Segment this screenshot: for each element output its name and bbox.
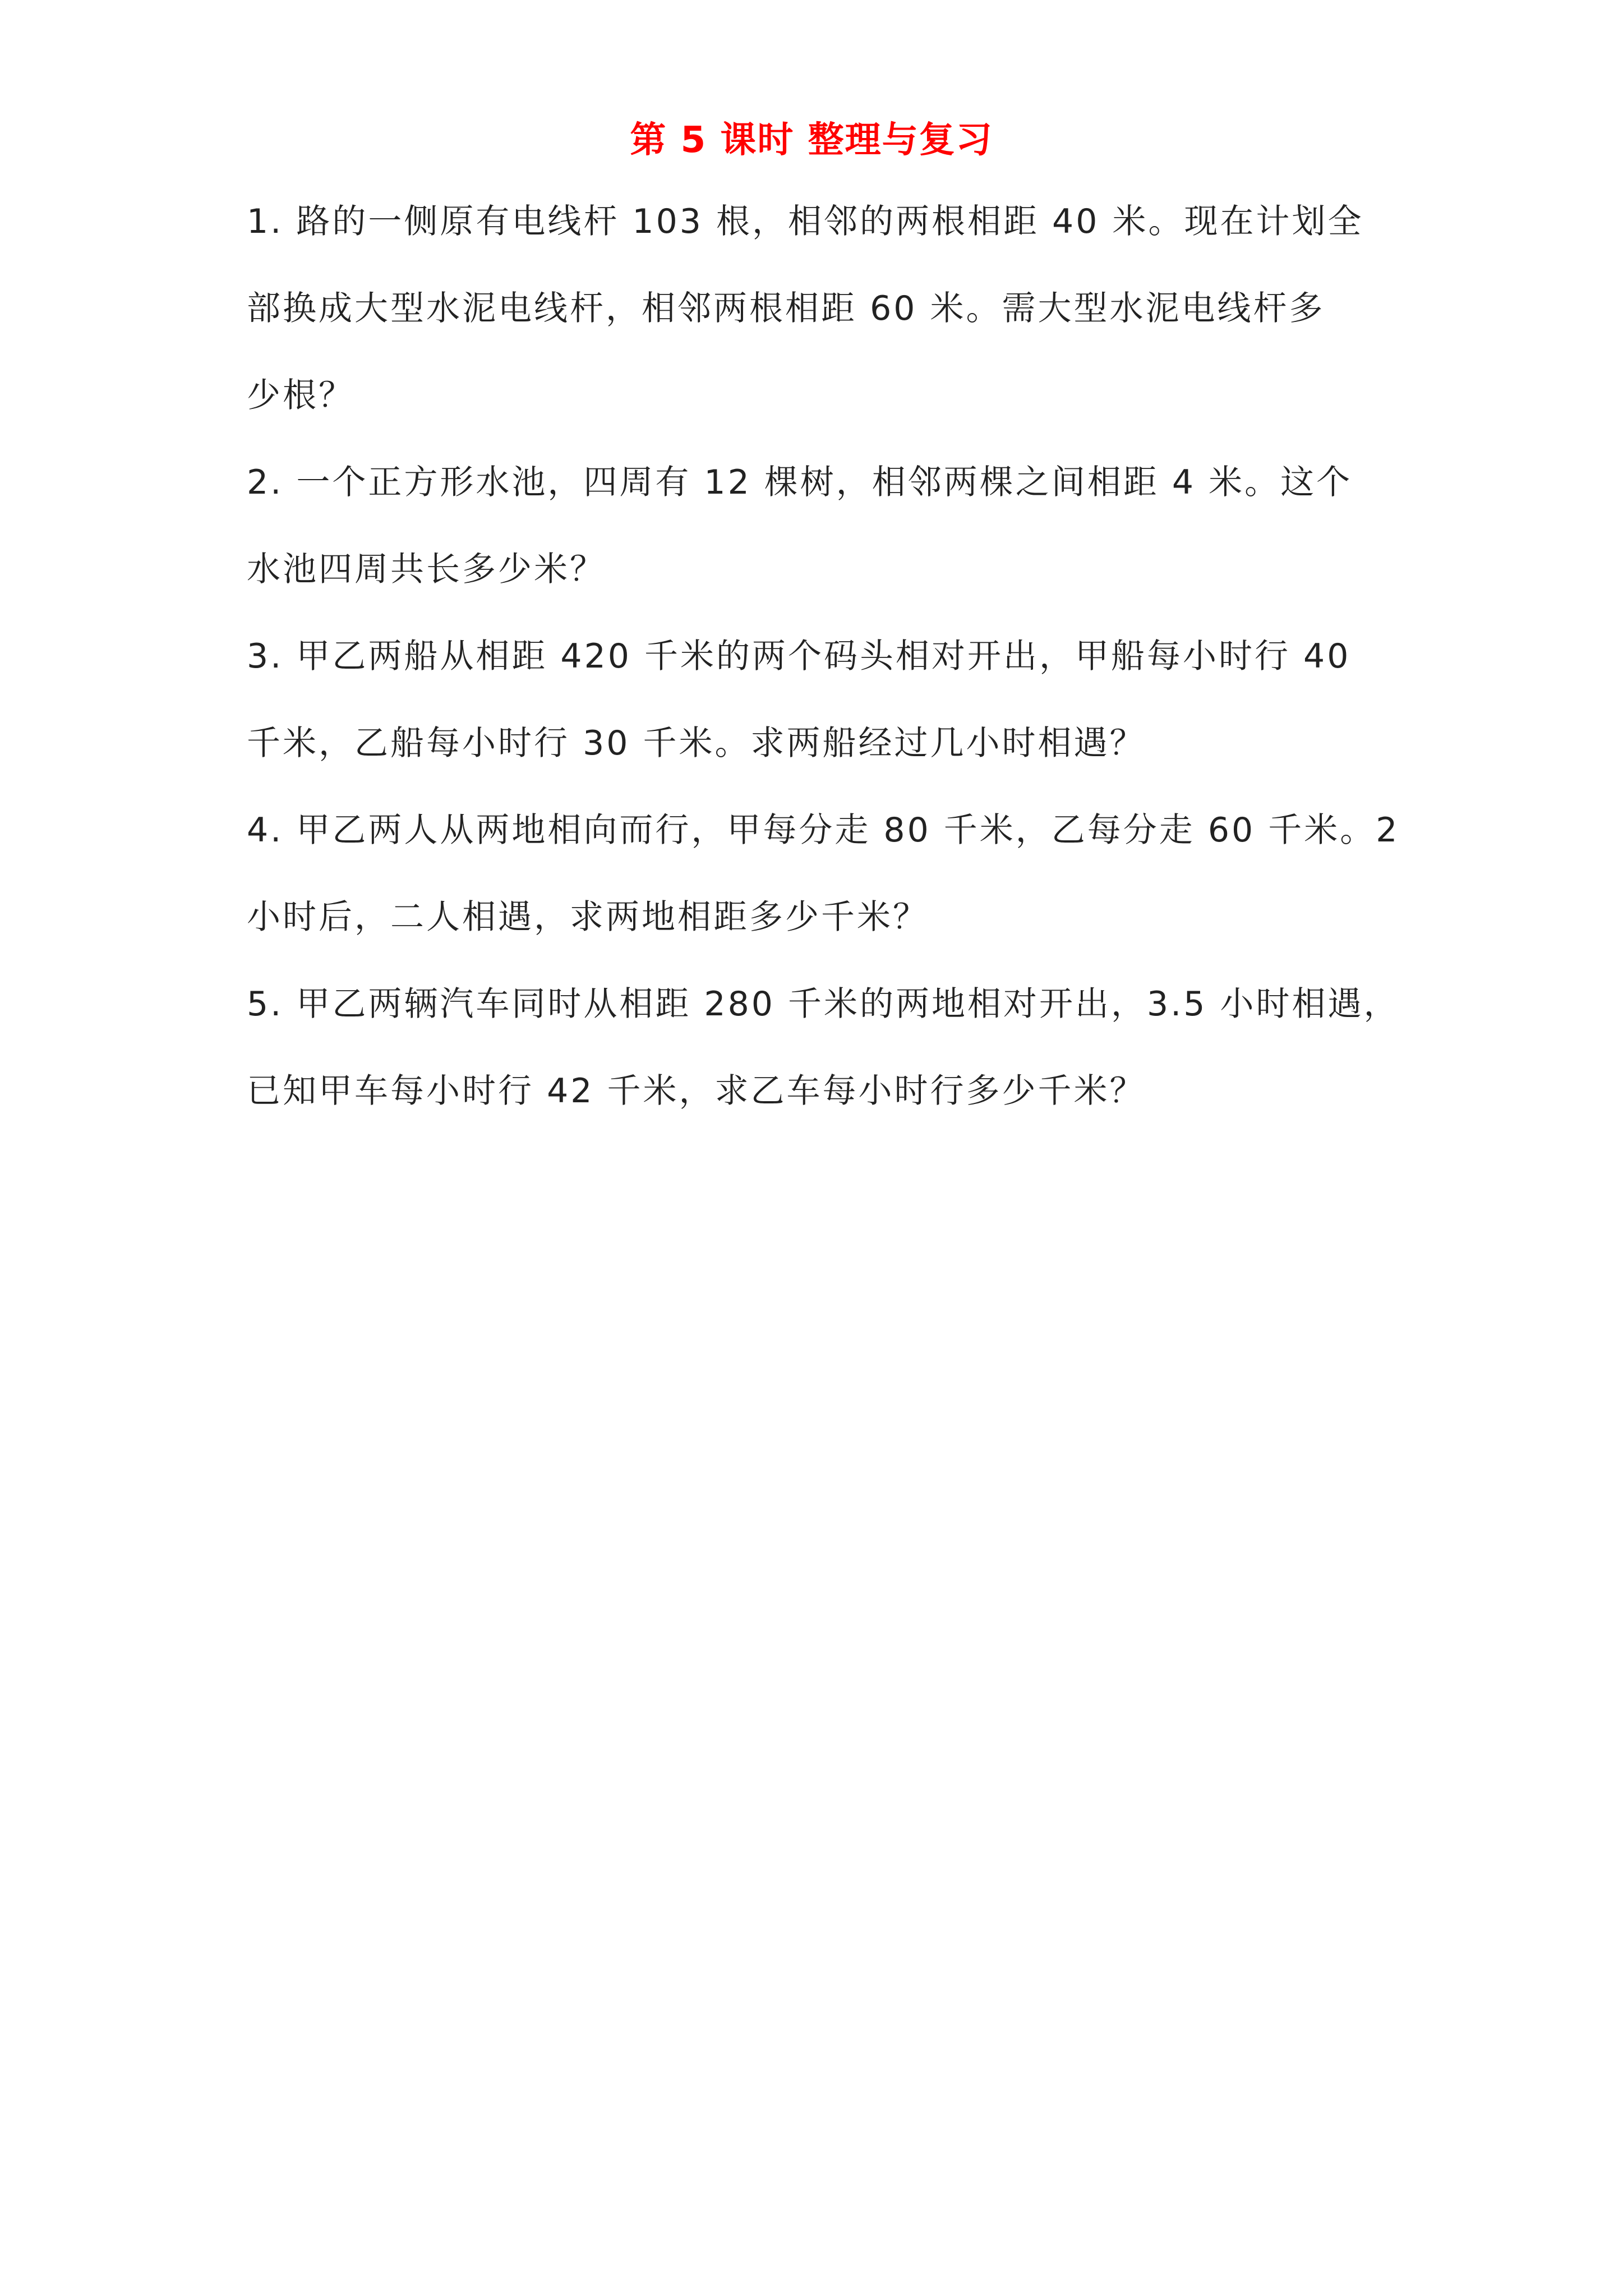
problem-5-line-1: 5. 甲乙两辆汽车同时从相距 280 千米的两地相对开出，3.5 小时相遇， (247, 984, 1400, 1024)
page-title: 第 5 课时 整理与复习 (630, 119, 993, 161)
problem-4-line-1: 4. 甲乙两人从两地相向而行，甲每分走 80 千米，乙每分走 60 千米。2 (247, 811, 1400, 850)
problem-5-line-2: 已知甲车每小时行 42 千米，求乙车每小时行多少千米？ (247, 1071, 1146, 1111)
problem-3-line-2: 千米，乙船每小时行 30 千米。求两船经过几小时相遇？ (247, 724, 1146, 763)
problem-2-line-2: 水池四周共长多少米？ (247, 550, 606, 589)
problem-1-line-3: 少根？ (247, 376, 354, 415)
problem-4-line-2: 小时后，二人相遇，求两地相距多少千米？ (247, 898, 929, 937)
problem-1-line-2: 部换成大型水泥电线杆，相邻两根相距 60 米。需大型水泥电线杆多 (247, 289, 1325, 328)
problem-3-line-1: 3. 甲乙两船从相距 420 千米的两个码头相对开出，甲船每小时行 40 (247, 637, 1351, 676)
problem-1-line-1: 1. 路的一侧原有电线杆 103 根，相邻的两根相距 40 米。现在计划全 (247, 202, 1364, 241)
problem-2-line-1: 2. 一个正方形水池，四周有 12 棵树，相邻两棵之间相距 4 米。这个 (247, 463, 1353, 502)
